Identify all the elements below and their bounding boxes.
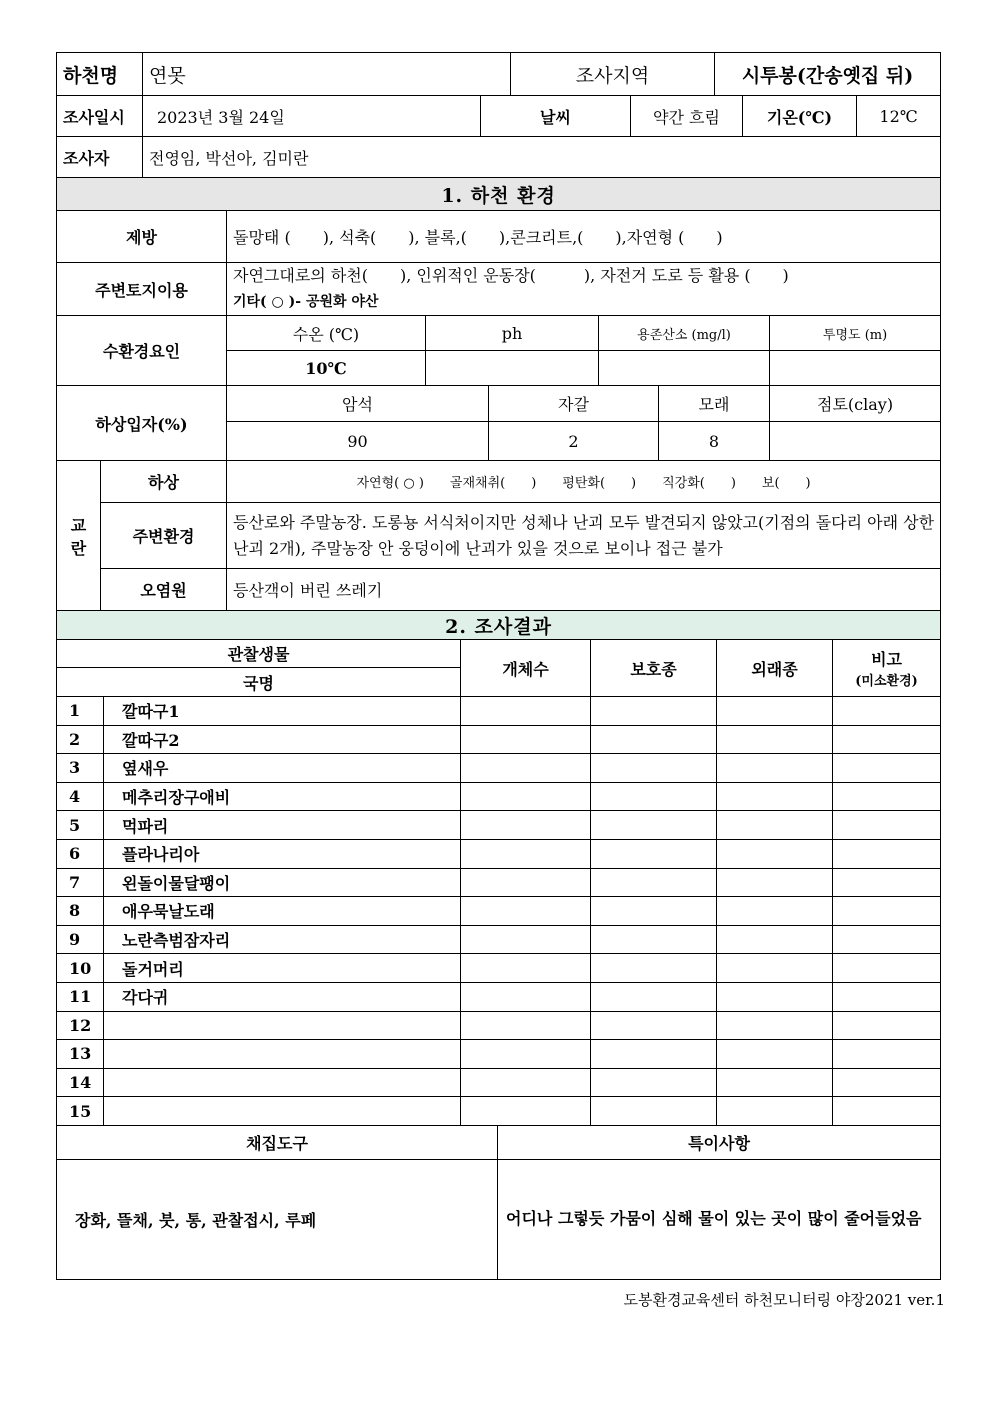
row-number: 9 <box>57 925 104 954</box>
river-name-label: 하천명 <box>57 53 143 96</box>
species-row <box>57 1011 941 1040</box>
species-list <box>57 697 941 1126</box>
water-col-do: 용존산소 (mg/l) <box>599 316 770 351</box>
species-count <box>461 754 591 783</box>
row-number: 6 <box>57 839 104 868</box>
bed-val-sand: 8 <box>659 422 770 461</box>
species-name: 각다귀 <box>104 982 461 1011</box>
riverbed-value: 자연형( ○ ) 골재채취( ) 평탄화( ) 직강화( ) 보( ) <box>227 461 941 503</box>
species-note <box>833 897 941 926</box>
bed-val-rock: 90 <box>227 422 489 461</box>
row-number: 4 <box>57 782 104 811</box>
species-name: 깔따구2 <box>104 725 461 754</box>
date-value: 2023년 3월 24일 <box>143 96 481 137</box>
species-protected <box>591 1040 717 1069</box>
row-number: 11 <box>57 982 104 1011</box>
species-protected <box>591 1068 717 1097</box>
species-alien <box>717 1068 833 1097</box>
species-protected <box>591 754 717 783</box>
species-count <box>461 725 591 754</box>
species-protected <box>591 1097 717 1126</box>
species-note <box>833 839 941 868</box>
land-use-line2: 기타( ○ )- 공원화 야산 <box>233 294 379 310</box>
species-count <box>461 954 591 983</box>
env-section-title: 1. 하천 환경 <box>57 178 941 211</box>
area-value: 시투봉(간송옛집 뒤) <box>715 53 941 96</box>
pollution-value: 등산객이 버린 쓰레기 <box>227 569 941 611</box>
row-number: 1 <box>57 697 104 726</box>
land-use-line1: 자연그대로의 하천( ), 인위적인 운동장( ), 자전거 도로 등 활용 ( ) <box>233 266 789 285</box>
species-name: 애우묵날도래 <box>104 897 461 926</box>
species-row <box>57 697 941 726</box>
species-note <box>833 925 941 954</box>
species-note <box>833 811 941 840</box>
surroundings-value: 등산로와 주말농장. 도롱뇽 서식처이지만 성체나 난괴 모두 발견되지 않았고(기점의 돌다리 아래 상한 난괴 2개), 주말농장 안 웅덩이에 난괴가 있을 것으로 보이나 접근 불가 <box>227 503 941 569</box>
species-name: 메추리장구애비 <box>104 782 461 811</box>
land-use-label: 주변토지이용 <box>57 263 227 316</box>
species-name: 옆새우 <box>104 754 461 783</box>
species-count <box>461 839 591 868</box>
species-alien <box>717 954 833 983</box>
water-col-temp: 수온 (℃) <box>227 316 426 351</box>
species-protected <box>591 1011 717 1040</box>
species-alien <box>717 754 833 783</box>
species-count <box>461 868 591 897</box>
species-count <box>461 1011 591 1040</box>
temp-label: 기온(℃) <box>743 96 857 137</box>
species-row <box>57 1040 941 1069</box>
species-note <box>833 954 941 983</box>
species-protected <box>591 697 717 726</box>
species-name: 돌거머리 <box>104 954 461 983</box>
species-alien <box>717 897 833 926</box>
species-row <box>57 925 941 954</box>
water-factor-label: 수환경요인 <box>57 316 227 386</box>
env-table <box>56 177 941 611</box>
species-alien <box>717 925 833 954</box>
species-alien <box>717 811 833 840</box>
species-note <box>833 697 941 726</box>
tools-value: 장화, 뜰채, 붓, 통, 관찰접시, 루페 <box>57 1159 498 1279</box>
surveyor-value: 전영임, 박선아, 김미란 <box>143 137 941 178</box>
species-row <box>57 839 941 868</box>
survey-sheet <box>56 52 940 1280</box>
species-protected <box>591 725 717 754</box>
temp-value: 12℃ <box>857 96 941 137</box>
notes-value: 어디나 그렇듯 가뭄이 심해 물이 있는 곳이 많이 줄어들었음 <box>498 1159 941 1279</box>
protected-header: 보호종 <box>591 640 717 697</box>
species-row <box>57 868 941 897</box>
species-name <box>104 1068 461 1097</box>
species-name: 플라나리아 <box>104 839 461 868</box>
species-note <box>833 1097 941 1126</box>
species-alien <box>717 868 833 897</box>
species-alien <box>717 839 833 868</box>
species-alien <box>717 1040 833 1069</box>
bed-val-clay <box>770 422 941 461</box>
species-row <box>57 982 941 1011</box>
species-alien <box>717 982 833 1011</box>
date-label: 조사일시 <box>57 96 143 137</box>
species-alien <box>717 725 833 754</box>
species-name <box>104 1011 461 1040</box>
bed-val-gravel: 2 <box>489 422 659 461</box>
bed-particle-label: 하상입자(%) <box>57 386 227 461</box>
tools-label: 채집도구 <box>57 1125 498 1159</box>
land-use-value <box>227 263 941 316</box>
weather-value: 약간 흐림 <box>631 96 743 137</box>
note-header-sub: (미소환경) <box>855 674 918 689</box>
species-protected <box>591 839 717 868</box>
row-number: 7 <box>57 868 104 897</box>
row-number: 12 <box>57 1011 104 1040</box>
species-row <box>57 954 941 983</box>
species-name: 노란측범잠자리 <box>104 925 461 954</box>
water-val-temp: 10℃ <box>227 351 426 386</box>
row-number: 15 <box>57 1097 104 1126</box>
species-protected <box>591 982 717 1011</box>
count-header: 개체수 <box>461 640 591 697</box>
species-note <box>833 868 941 897</box>
water-val-ph <box>426 351 599 386</box>
species-count <box>461 1068 591 1097</box>
species-count <box>461 1040 591 1069</box>
river-name-value: 연못 <box>143 53 511 96</box>
species-row <box>57 811 941 840</box>
water-col-ph: ph <box>426 316 599 351</box>
bank-value: 돌망태 ( ), 석축( ), 블록,( ),콘크리트,( ),자연형 ( ) <box>227 211 941 263</box>
species-name <box>104 1097 461 1126</box>
species-name: 깔따구1 <box>104 697 461 726</box>
species-count <box>461 925 591 954</box>
alien-header: 외래종 <box>717 640 833 697</box>
species-row <box>57 754 941 783</box>
species-note <box>833 982 941 1011</box>
notes-label: 특이사항 <box>498 1125 941 1159</box>
species-name: 먹파리 <box>104 811 461 840</box>
row-number: 3 <box>57 754 104 783</box>
species-alien <box>717 1011 833 1040</box>
species-note <box>833 1040 941 1069</box>
result-section-title: 2. 조사결과 <box>57 611 941 640</box>
water-col-clarity: 투명도 (m) <box>770 316 941 351</box>
species-note <box>833 725 941 754</box>
surveyor-label: 조사자 <box>57 137 143 178</box>
species-name <box>104 1040 461 1069</box>
species-protected <box>591 897 717 926</box>
water-val-clarity <box>770 351 941 386</box>
bed-col-rock: 암석 <box>227 386 489 422</box>
note-header-title: 비고 <box>871 650 902 669</box>
species-protected <box>591 954 717 983</box>
species-protected <box>591 868 717 897</box>
note-header <box>833 640 941 697</box>
species-alien <box>717 1097 833 1126</box>
area-label: 조사지역 <box>511 53 715 96</box>
row-number: 10 <box>57 954 104 983</box>
bottom-table <box>56 1125 941 1280</box>
species-row <box>57 725 941 754</box>
species-count <box>461 782 591 811</box>
water-val-do <box>599 351 770 386</box>
species-row <box>57 1097 941 1126</box>
species-row <box>57 897 941 926</box>
species-row <box>57 1068 941 1097</box>
species-count <box>461 811 591 840</box>
species-note <box>833 754 941 783</box>
organism-header: 관찰생물 <box>57 640 461 668</box>
species-note <box>833 1068 941 1097</box>
species-row <box>57 782 941 811</box>
species-protected <box>591 925 717 954</box>
disturbance-label: 교란 <box>57 461 101 611</box>
species-count <box>461 697 591 726</box>
bed-col-clay: 점토(clay) <box>770 386 941 422</box>
row-number: 5 <box>57 811 104 840</box>
species-count <box>461 982 591 1011</box>
result-table <box>56 610 941 1126</box>
name-header: 국명 <box>57 668 461 697</box>
species-count <box>461 1097 591 1126</box>
weather-label: 날씨 <box>481 96 631 137</box>
footer-text: 도봉환경교육센터 하천모니터링 야장2021 ver.1 <box>623 1291 945 1309</box>
species-name: 왼돌이물달팽이 <box>104 868 461 897</box>
species-protected <box>591 782 717 811</box>
species-count <box>461 897 591 926</box>
bank-label: 제방 <box>57 211 227 263</box>
species-protected <box>591 811 717 840</box>
riverbed-label: 하상 <box>101 461 227 503</box>
species-note <box>833 1011 941 1040</box>
row-number: 13 <box>57 1040 104 1069</box>
row-number: 14 <box>57 1068 104 1097</box>
bed-col-sand: 모래 <box>659 386 770 422</box>
species-note <box>833 782 941 811</box>
pollution-label: 오염원 <box>101 569 227 611</box>
bed-col-gravel: 자갈 <box>489 386 659 422</box>
row-number: 8 <box>57 897 104 926</box>
surroundings-label: 주변환경 <box>101 503 227 569</box>
row-number: 2 <box>57 725 104 754</box>
species-alien <box>717 697 833 726</box>
header-table <box>56 52 941 178</box>
species-alien <box>717 782 833 811</box>
